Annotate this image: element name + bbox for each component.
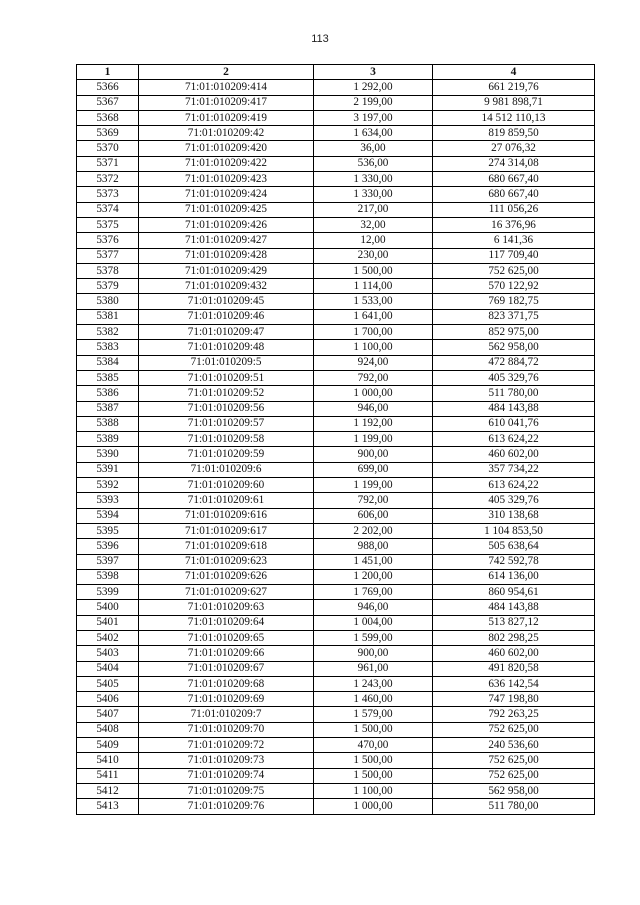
table-body xyxy=(77,80,595,814)
area-cell: 32,00 xyxy=(314,217,433,232)
table-row xyxy=(77,508,595,523)
cadastral-number-cell: 71:01:010209:42 xyxy=(139,126,314,141)
area-cell: 1 000,00 xyxy=(314,799,433,814)
row-number-cell: 5386 xyxy=(77,386,139,401)
table-row xyxy=(77,80,595,95)
table-row xyxy=(77,370,595,385)
cadastral-value-cell: 752 625,00 xyxy=(433,722,595,737)
column-header-3: 3 xyxy=(314,65,433,80)
row-number-cell: 5382 xyxy=(77,325,139,340)
area-cell: 1 599,00 xyxy=(314,630,433,645)
row-number-cell: 5394 xyxy=(77,508,139,523)
cadastral-value-cell: 752 625,00 xyxy=(433,263,595,278)
cadastral-number-cell: 71:01:010209:61 xyxy=(139,493,314,508)
row-number-cell: 5391 xyxy=(77,462,139,477)
cadastral-number-cell: 71:01:010209:52 xyxy=(139,386,314,401)
cadastral-number-cell: 71:01:010209:423 xyxy=(139,172,314,187)
cadastral-value-cell: 513 827,12 xyxy=(433,615,595,630)
table-row xyxy=(77,355,595,370)
column-header-2: 2 xyxy=(139,65,314,80)
table-row xyxy=(77,768,595,783)
row-number-cell: 5412 xyxy=(77,783,139,798)
table-row xyxy=(77,126,595,141)
cadastral-value-cell: 405 329,76 xyxy=(433,370,595,385)
cadastral-number-cell: 71:01:010209:45 xyxy=(139,294,314,309)
table-row xyxy=(77,202,595,217)
cadastral-value-cell: 802 298,25 xyxy=(433,630,595,645)
row-number-cell: 5381 xyxy=(77,309,139,324)
table-row xyxy=(77,340,595,355)
cadastral-value-cell: 610 041,76 xyxy=(433,416,595,431)
cadastral-value-cell: 6 141,36 xyxy=(433,233,595,248)
cadastral-number-cell: 71:01:010209:427 xyxy=(139,233,314,248)
table-row xyxy=(77,569,595,584)
table-row xyxy=(77,722,595,737)
area-cell: 1 000,00 xyxy=(314,386,433,401)
cadastral-number-cell: 71:01:010209:69 xyxy=(139,692,314,707)
area-cell: 1 292,00 xyxy=(314,80,433,95)
area-cell: 1 700,00 xyxy=(314,325,433,340)
area-cell: 699,00 xyxy=(314,462,433,477)
area-cell: 1 192,00 xyxy=(314,416,433,431)
cadastral-number-cell: 71:01:010209:429 xyxy=(139,263,314,278)
row-number-cell: 5396 xyxy=(77,539,139,554)
area-cell: 1 100,00 xyxy=(314,783,433,798)
row-number-cell: 5380 xyxy=(77,294,139,309)
cadastral-value-cell: 274 314,08 xyxy=(433,156,595,171)
cadastral-number-cell: 71:01:010209:425 xyxy=(139,202,314,217)
row-number-cell: 5411 xyxy=(77,768,139,783)
area-cell: 1 100,00 xyxy=(314,340,433,355)
cadastral-value-cell: 613 624,22 xyxy=(433,432,595,447)
table-row xyxy=(77,523,595,538)
table-row xyxy=(77,156,595,171)
area-cell: 988,00 xyxy=(314,539,433,554)
table-row xyxy=(77,646,595,661)
cadastral-value-cell: 636 142,54 xyxy=(433,676,595,691)
row-number-cell: 5366 xyxy=(77,80,139,95)
area-cell: 924,00 xyxy=(314,355,433,370)
cadastral-value-cell: 14 512 110,13 xyxy=(433,110,595,125)
row-number-cell: 5413 xyxy=(77,799,139,814)
cadastral-value-cell: 661 219,76 xyxy=(433,80,595,95)
cadastral-number-cell: 71:01:010209:58 xyxy=(139,432,314,447)
area-cell: 1 500,00 xyxy=(314,263,433,278)
area-cell: 1 641,00 xyxy=(314,309,433,324)
cadastral-number-cell: 71:01:010209:73 xyxy=(139,753,314,768)
table-row xyxy=(77,432,595,447)
area-cell: 1 330,00 xyxy=(314,187,433,202)
table-row xyxy=(77,325,595,340)
table-row xyxy=(77,248,595,263)
cadastral-value-cell: 742 592,78 xyxy=(433,554,595,569)
area-cell: 2 199,00 xyxy=(314,95,433,110)
cadastral-number-cell: 71:01:010209:5 xyxy=(139,355,314,370)
row-number-cell: 5410 xyxy=(77,753,139,768)
area-cell: 900,00 xyxy=(314,447,433,462)
table-row xyxy=(77,539,595,554)
table-row xyxy=(77,738,595,753)
table-row xyxy=(77,478,595,493)
area-cell: 792,00 xyxy=(314,493,433,508)
cadastral-value-cell: 852 975,00 xyxy=(433,325,595,340)
table-row xyxy=(77,462,595,477)
table-row xyxy=(77,600,595,615)
area-cell: 1 533,00 xyxy=(314,294,433,309)
cadastral-value-cell: 484 143,88 xyxy=(433,401,595,416)
row-number-cell: 5388 xyxy=(77,416,139,431)
row-number-cell: 5389 xyxy=(77,432,139,447)
row-number-cell: 5385 xyxy=(77,370,139,385)
cadastral-number-cell: 71:01:010209:74 xyxy=(139,768,314,783)
row-number-cell: 5368 xyxy=(77,110,139,125)
row-number-cell: 5393 xyxy=(77,493,139,508)
cadastral-value-cell: 357 734,22 xyxy=(433,462,595,477)
row-number-cell: 5392 xyxy=(77,478,139,493)
table-row xyxy=(77,615,595,630)
cadastral-value-cell: 570 122,92 xyxy=(433,279,595,294)
area-cell: 1 114,00 xyxy=(314,279,433,294)
cadastral-number-cell: 71:01:010209:76 xyxy=(139,799,314,814)
area-cell: 36,00 xyxy=(314,141,433,156)
cadastral-value-cell: 511 780,00 xyxy=(433,386,595,401)
table-row xyxy=(77,783,595,798)
cadastral-number-cell: 71:01:010209:67 xyxy=(139,661,314,676)
table-row xyxy=(77,141,595,156)
area-cell: 1 200,00 xyxy=(314,569,433,584)
cadastral-value-cell: 27 076,32 xyxy=(433,141,595,156)
cadastral-value-cell: 405 329,76 xyxy=(433,493,595,508)
row-number-cell: 5403 xyxy=(77,646,139,661)
area-cell: 1 500,00 xyxy=(314,768,433,783)
cadastral-value-cell: 460 602,00 xyxy=(433,646,595,661)
table-row xyxy=(77,707,595,722)
cadastral-number-cell: 71:01:010209:618 xyxy=(139,539,314,554)
table-row xyxy=(77,386,595,401)
row-number-cell: 5377 xyxy=(77,248,139,263)
cadastral-value-cell: 505 638,64 xyxy=(433,539,595,554)
table-row xyxy=(77,172,595,187)
row-number-cell: 5401 xyxy=(77,615,139,630)
cadastral-number-cell: 71:01:010209:417 xyxy=(139,95,314,110)
cadastral-value-table xyxy=(76,64,595,815)
row-number-cell: 5367 xyxy=(77,95,139,110)
table-row xyxy=(77,630,595,645)
row-number-cell: 5402 xyxy=(77,630,139,645)
row-number-cell: 5374 xyxy=(77,202,139,217)
row-number-cell: 5371 xyxy=(77,156,139,171)
area-cell: 12,00 xyxy=(314,233,433,248)
row-number-cell: 5384 xyxy=(77,355,139,370)
cadastral-value-cell: 562 958,00 xyxy=(433,783,595,798)
area-cell: 1 330,00 xyxy=(314,172,433,187)
cadastral-value-cell: 680 667,40 xyxy=(433,187,595,202)
cadastral-number-cell: 71:01:010209:419 xyxy=(139,110,314,125)
table-row xyxy=(77,217,595,232)
row-number-cell: 5408 xyxy=(77,722,139,737)
cadastral-value-cell: 491 820,58 xyxy=(433,661,595,676)
cadastral-value-cell: 562 958,00 xyxy=(433,340,595,355)
cadastral-number-cell: 71:01:010209:56 xyxy=(139,401,314,416)
area-cell: 1 500,00 xyxy=(314,722,433,737)
cadastral-value-cell: 117 709,40 xyxy=(433,248,595,263)
table-row xyxy=(77,294,595,309)
area-cell: 536,00 xyxy=(314,156,433,171)
row-number-cell: 5395 xyxy=(77,523,139,538)
cadastral-number-cell: 71:01:010209:432 xyxy=(139,279,314,294)
cadastral-number-cell: 71:01:010209:420 xyxy=(139,141,314,156)
cadastral-value-cell: 614 136,00 xyxy=(433,569,595,584)
area-cell: 1 460,00 xyxy=(314,692,433,707)
cadastral-value-cell: 752 625,00 xyxy=(433,753,595,768)
row-number-cell: 5378 xyxy=(77,263,139,278)
table-row xyxy=(77,309,595,324)
cadastral-number-cell: 71:01:010209:47 xyxy=(139,325,314,340)
row-number-cell: 5373 xyxy=(77,187,139,202)
row-number-cell: 5375 xyxy=(77,217,139,232)
area-cell: 792,00 xyxy=(314,370,433,385)
cadastral-number-cell: 71:01:010209:422 xyxy=(139,156,314,171)
row-number-cell: 5406 xyxy=(77,692,139,707)
cadastral-value-cell: 769 182,75 xyxy=(433,294,595,309)
page-number: 113 xyxy=(311,33,329,45)
row-number-cell: 5397 xyxy=(77,554,139,569)
row-number-cell: 5390 xyxy=(77,447,139,462)
table-row xyxy=(77,661,595,676)
table-header-row xyxy=(77,65,595,80)
cadastral-value-cell: 792 263,25 xyxy=(433,707,595,722)
table-row xyxy=(77,753,595,768)
table-row xyxy=(77,279,595,294)
cadastral-number-cell: 71:01:010209:424 xyxy=(139,187,314,202)
area-cell: 1 199,00 xyxy=(314,432,433,447)
cadastral-number-cell: 71:01:010209:64 xyxy=(139,615,314,630)
row-number-cell: 5372 xyxy=(77,172,139,187)
row-number-cell: 5369 xyxy=(77,126,139,141)
cadastral-number-cell: 71:01:010209:426 xyxy=(139,217,314,232)
row-number-cell: 5370 xyxy=(77,141,139,156)
cadastral-number-cell: 71:01:010209:68 xyxy=(139,676,314,691)
cadastral-number-cell: 71:01:010209:623 xyxy=(139,554,314,569)
cadastral-value-cell: 16 376,96 xyxy=(433,217,595,232)
cadastral-value-cell: 613 624,22 xyxy=(433,478,595,493)
row-number-cell: 5383 xyxy=(77,340,139,355)
table-row xyxy=(77,110,595,125)
row-number-cell: 5379 xyxy=(77,279,139,294)
cadastral-number-cell: 71:01:010209:51 xyxy=(139,370,314,385)
cadastral-value-cell: 752 625,00 xyxy=(433,768,595,783)
table-row xyxy=(77,401,595,416)
area-cell: 1 451,00 xyxy=(314,554,433,569)
area-cell: 900,00 xyxy=(314,646,433,661)
table-row xyxy=(77,676,595,691)
cadastral-value-cell: 819 859,50 xyxy=(433,126,595,141)
row-number-cell: 5407 xyxy=(77,707,139,722)
cadastral-number-cell: 71:01:010209:59 xyxy=(139,447,314,462)
table-row xyxy=(77,416,595,431)
cadastral-number-cell: 71:01:010209:428 xyxy=(139,248,314,263)
cadastral-number-cell: 71:01:010209:70 xyxy=(139,722,314,737)
table-row xyxy=(77,799,595,814)
area-cell: 1 634,00 xyxy=(314,126,433,141)
cadastral-value-cell: 1 104 853,50 xyxy=(433,523,595,538)
row-number-cell: 5400 xyxy=(77,600,139,615)
cadastral-value-cell: 747 198,80 xyxy=(433,692,595,707)
area-cell: 230,00 xyxy=(314,248,433,263)
area-cell: 1 243,00 xyxy=(314,676,433,691)
area-cell: 1 004,00 xyxy=(314,615,433,630)
column-header-1: 1 xyxy=(77,65,139,80)
cadastral-number-cell: 71:01:010209:7 xyxy=(139,707,314,722)
cadastral-number-cell: 71:01:010209:65 xyxy=(139,630,314,645)
cadastral-number-cell: 71:01:010209:616 xyxy=(139,508,314,523)
cadastral-number-cell: 71:01:010209:72 xyxy=(139,738,314,753)
cadastral-number-cell: 71:01:010209:617 xyxy=(139,523,314,538)
cadastral-number-cell: 71:01:010209:414 xyxy=(139,80,314,95)
area-cell: 1 199,00 xyxy=(314,478,433,493)
cadastral-value-cell: 240 536,60 xyxy=(433,738,595,753)
cadastral-value-cell: 472 884,72 xyxy=(433,355,595,370)
table-row xyxy=(77,95,595,110)
cadastral-value-cell: 680 667,40 xyxy=(433,172,595,187)
area-cell: 2 202,00 xyxy=(314,523,433,538)
row-number-cell: 5387 xyxy=(77,401,139,416)
cadastral-number-cell: 71:01:010209:60 xyxy=(139,478,314,493)
cadastral-value-cell: 823 371,75 xyxy=(433,309,595,324)
area-cell: 1 579,00 xyxy=(314,707,433,722)
cadastral-number-cell: 71:01:010209:63 xyxy=(139,600,314,615)
cadastral-number-cell: 71:01:010209:66 xyxy=(139,646,314,661)
cadastral-value-cell: 9 981 898,71 xyxy=(433,95,595,110)
cadastral-value-cell: 860 954,61 xyxy=(433,585,595,600)
table-row xyxy=(77,493,595,508)
area-cell: 1 769,00 xyxy=(314,585,433,600)
cadastral-number-cell: 71:01:010209:48 xyxy=(139,340,314,355)
row-number-cell: 5376 xyxy=(77,233,139,248)
column-header-4: 4 xyxy=(433,65,595,80)
area-cell: 961,00 xyxy=(314,661,433,676)
row-number-cell: 5398 xyxy=(77,569,139,584)
cadastral-value-cell: 511 780,00 xyxy=(433,799,595,814)
cadastral-number-cell: 71:01:010209:57 xyxy=(139,416,314,431)
cadastral-value-cell: 460 602,00 xyxy=(433,447,595,462)
table-row xyxy=(77,233,595,248)
cadastral-value-cell: 111 056,26 xyxy=(433,202,595,217)
table-row xyxy=(77,585,595,600)
area-cell: 470,00 xyxy=(314,738,433,753)
cadastral-number-cell: 71:01:010209:75 xyxy=(139,783,314,798)
table-row xyxy=(77,187,595,202)
table-row xyxy=(77,554,595,569)
row-number-cell: 5404 xyxy=(77,661,139,676)
area-cell: 606,00 xyxy=(314,508,433,523)
table-row xyxy=(77,447,595,462)
cadastral-number-cell: 71:01:010209:627 xyxy=(139,585,314,600)
cadastral-value-cell: 310 138,68 xyxy=(433,508,595,523)
cadastral-number-cell: 71:01:010209:626 xyxy=(139,569,314,584)
table-row xyxy=(77,263,595,278)
row-number-cell: 5409 xyxy=(77,738,139,753)
row-number-cell: 5405 xyxy=(77,676,139,691)
area-cell: 217,00 xyxy=(314,202,433,217)
table-row xyxy=(77,692,595,707)
area-cell: 946,00 xyxy=(314,401,433,416)
cadastral-value-cell: 484 143,88 xyxy=(433,600,595,615)
area-cell: 3 197,00 xyxy=(314,110,433,125)
area-cell: 1 500,00 xyxy=(314,753,433,768)
cadastral-number-cell: 71:01:010209:46 xyxy=(139,309,314,324)
area-cell: 946,00 xyxy=(314,600,433,615)
row-number-cell: 5399 xyxy=(77,585,139,600)
cadastral-number-cell: 71:01:010209:6 xyxy=(139,462,314,477)
